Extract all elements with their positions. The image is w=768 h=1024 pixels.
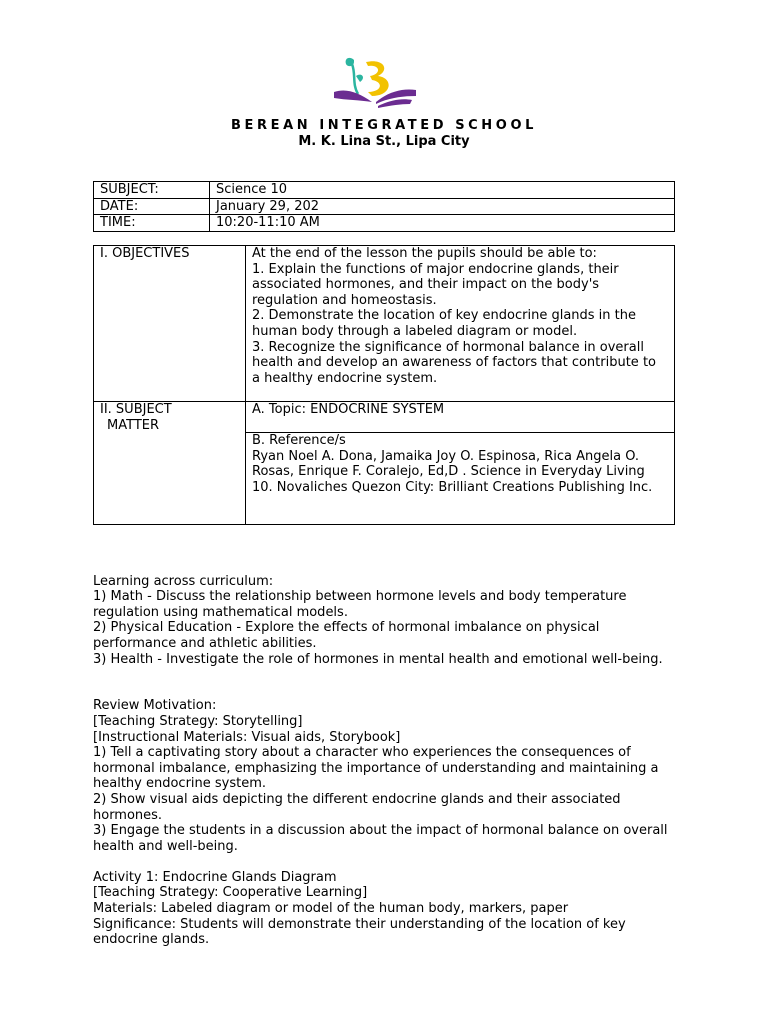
subject-label: SUBJECT: [94, 182, 210, 199]
review-item: 1) Tell a captivating story about a character who experiences the consequences of hormonal imbalance, emphasizing the importance of understanding and maintaining a healthy endocrine system. [93, 745, 659, 792]
objective-item: 2. Demonstrate the location of key endocrine glands in the human body through a labeled diagram or model. [252, 308, 637, 339]
reference-heading: B. Reference/s [252, 433, 346, 448]
table-row [94, 215, 675, 232]
table-row [94, 198, 675, 215]
activity1-significance: Significance: Students will demonstrate their understanding of the location of key endocrine glands. [93, 916, 626, 948]
learning-across-heading: Learning across curriculum: [93, 573, 274, 589]
logo-b-yellow [366, 61, 389, 96]
learning-across-item: 1) Math - Discuss the relationship between hormone levels and body temperature regulation using mathematical models. [93, 589, 627, 620]
objectives-label: I. OBJECTIVES [94, 246, 246, 402]
subject-matter-label [94, 402, 246, 525]
review-materials: [Instructional Materials: Visual aids, Storybook] [93, 729, 401, 745]
table-row [94, 402, 675, 433]
activity1-section [93, 870, 683, 948]
time-label: TIME: [94, 215, 210, 232]
review-item: 2) Show visual aids depicting the different endocrine glands and their associated hormones. [93, 791, 621, 823]
topic-cell: A. Topic: ENDOCRINE SYSTEM [246, 402, 675, 433]
logo-stem-teal [352, 64, 358, 94]
objectives-intro: At the end of the lesson the pupils should be able to: [252, 246, 597, 261]
learning-across-item: 2) Physical Education - Explore the effects of hormonal imbalance on physical performance and athletic abilities. [93, 620, 600, 651]
objectives-content [246, 246, 675, 402]
reference-text: Ryan Noel A. Dona, Jamaika Joy O. Espinosa, Rica Angela O. Rosas, Enrique F. Coralejo, Ed,D . Science in Everyday Living 10. Novaliches Quezon City: Brilliant Creations Publishing Inc. [252, 448, 653, 495]
reference-cell [246, 433, 675, 525]
lesson-plan-table [93, 245, 675, 525]
subject-matter-label-line2: MATTER [107, 417, 159, 433]
time-value: 10:20-11:10 AM [210, 215, 675, 232]
review-item: 3) Engage the students in a discussion about the impact of hormonal balance on overall health and well-being. [93, 823, 668, 854]
review-motivation-heading: Review Motivation: [93, 698, 217, 714]
table-row [94, 246, 675, 402]
logo-leaf2-teal [356, 75, 363, 82]
subject-matter-label-line1: II. SUBJECT [100, 402, 172, 417]
school-logo [332, 54, 418, 112]
lesson-info-table [93, 181, 675, 232]
activity1-materials: Materials: Labeled diagram or model of the human body, markers, paper [93, 901, 569, 917]
table-row [94, 182, 675, 199]
activity1-strategy: [Teaching Strategy: Cooperative Learning] [93, 885, 368, 901]
review-motivation-section [93, 698, 683, 854]
date-value: January 29, 202 [210, 198, 675, 215]
objective-item: 1. Explain the functions of major endocrine glands, their associated hormones, and their impact on the body's regulation and homeostasis. [252, 261, 619, 308]
learning-across-item: 3) Health - Investigate the role of hormones in mental health and emotional well-being. [93, 651, 663, 667]
school-address: M. K. Lina St., Lipa City [298, 134, 470, 149]
subject-value: Science 10 [210, 182, 675, 199]
school-name: BEREAN INTEGRATED SCHOOL [231, 118, 537, 133]
logo-page-left [334, 90, 372, 102]
objective-item: 3. Recognize the significance of hormonal balance in overall health and develop an awareness of factors that contribute to a healthy endocrine system. [252, 339, 656, 386]
date-label: DATE: [94, 198, 210, 215]
lesson-body [93, 558, 683, 948]
activity1-heading: Activity 1: Endocrine Glands Diagram [93, 869, 337, 885]
review-strategy: [Teaching Strategy: Storytelling] [93, 713, 303, 729]
